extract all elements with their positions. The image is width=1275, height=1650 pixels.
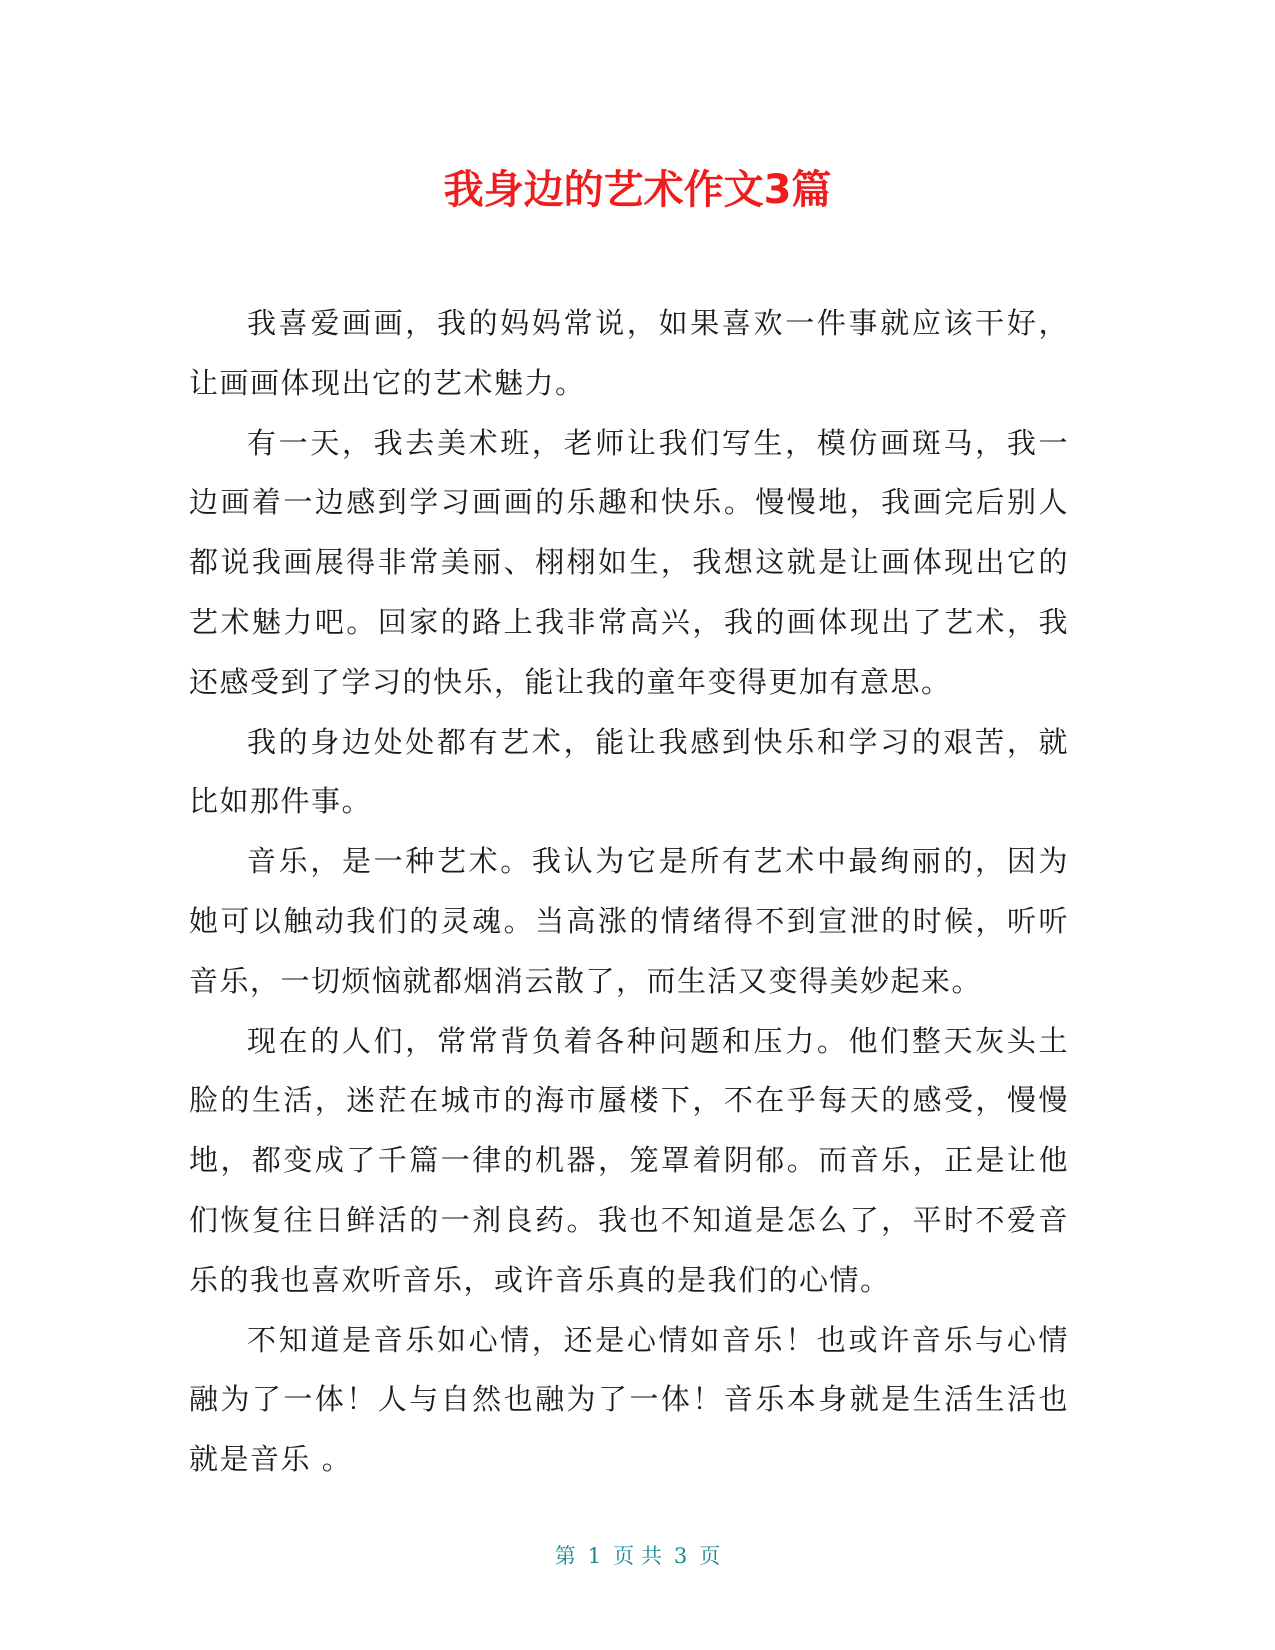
- paragraph-5: 现在的人们，常常背负着各种问题和压力。他们整天灰头土脸的生活，迷茫在城市的海市蜃楼下，不在乎每天的感受，慢慢地，都变成了千篇一律的机器，笼罩着阴郁。而音乐，正是让他们恢复往日鲜活的一剂良药。我也不知道是怎么了，平时不爱音乐的我也喜欢听音乐，或许音乐真的是我们的心情。: [189, 1023, 1069, 1297]
- document-body: [189, 294, 1069, 1490]
- footer-suffix: 页: [699, 1544, 721, 1568]
- paragraph-6: 不知道是音乐如心情，还是心情如音乐！也或许音乐与心情融为了一体！人与自然也融为了一体！音乐本身就是生活生活也就是音乐 。: [189, 1322, 1069, 1477]
- paragraph-2: 有一天，我去美术班，老师让我们写生，模仿画斑马，我一边画着一边感到学习画画的乐趣和快乐。慢慢地，我画完后别人都说我画展得非常美丽、栩栩如生，我想这就是让画体现出它的艺术魅力吧。回家的路上我非常高兴，我的画体现出了艺术，我还感受到了学习的快乐，能让我的童年变得更加有意思。: [189, 425, 1069, 699]
- footer-mid: 页 共: [613, 1544, 662, 1568]
- paragraph-1: 我喜爱画画，我的妈妈常说，如果喜欢一件事就应该干好，让画画体现出它的艺术魅力。: [189, 306, 1069, 400]
- footer-prefix: 第: [554, 1544, 576, 1568]
- document-title: 我身边的艺术作文3篇: [443, 167, 832, 213]
- paragraph-3: 我的身边处处都有艺术，能让我感到快乐和学习的艰苦，就比如那件事。: [189, 724, 1069, 819]
- paragraph-4: 音乐，是一种艺术。我认为它是所有艺术中最绚丽的，因为她可以触动我们的灵魂。当高涨的情绪得不到宣泄的时候，听听音乐，一切烦恼就都烟消云散了，而生活又变得美妙起来。: [189, 844, 1069, 998]
- total-pages-number: 3: [673, 1544, 688, 1568]
- current-page-number: 1: [587, 1544, 602, 1568]
- page-footer: [0, 1542, 1275, 1570]
